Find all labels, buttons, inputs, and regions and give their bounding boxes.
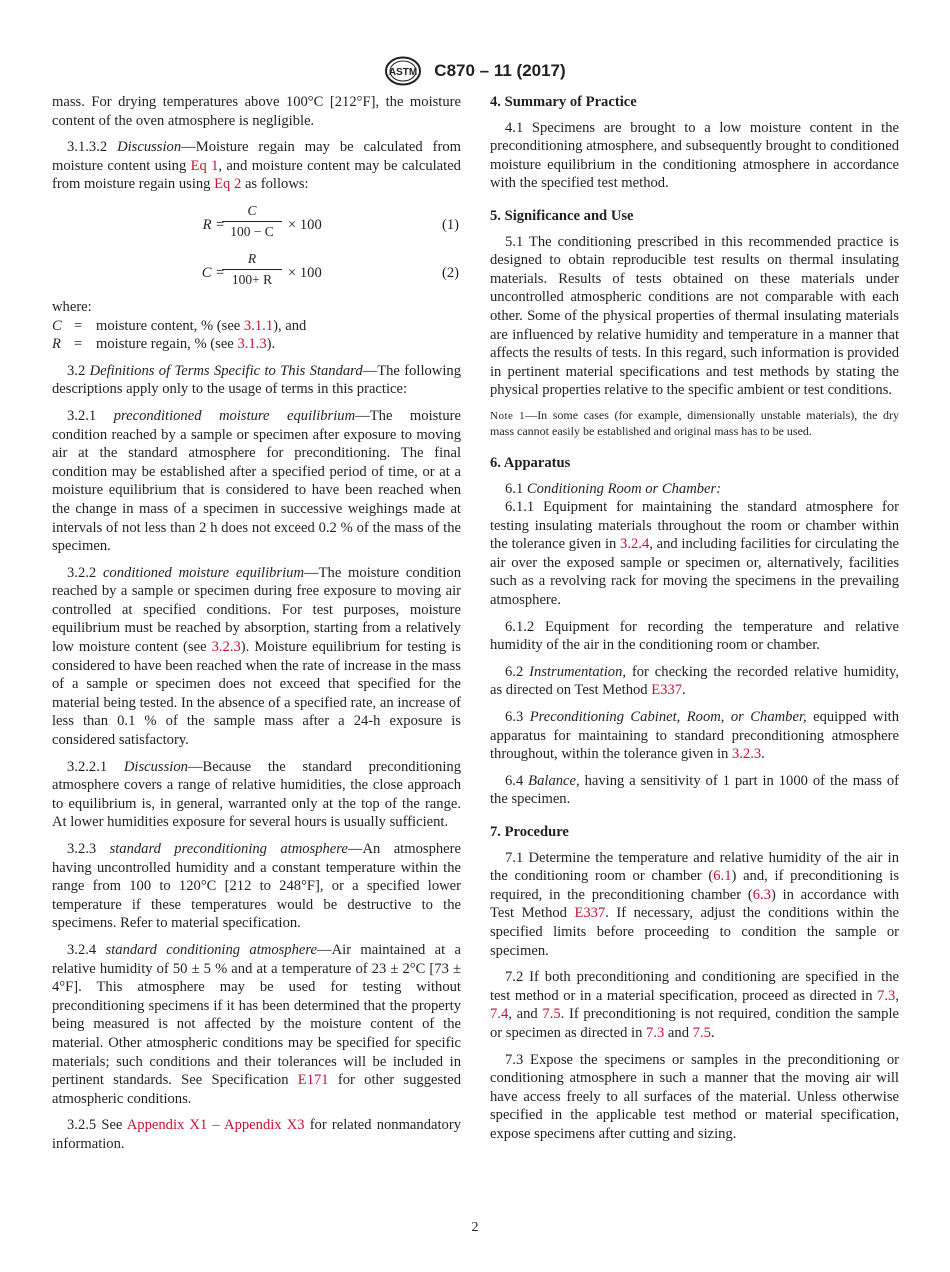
link-7-3[interactable]: 7.3 (877, 987, 896, 1004)
link-e337[interactable]: E337 (574, 905, 606, 922)
para-6-1-2: 6.1.2 Equipment for recording the temperature and relative humidity of the air in the conditioning room or chamber. (490, 618, 899, 654)
para-3-1-3-2: 3.1.3.2 Discussion—Moisture regain may be calculated from moisture content using Eq 1, and moisture content may be calculated from moisture regain using Eq 2 as follows: (52, 139, 461, 193)
page-number: 2 (471, 1220, 479, 1235)
where-label: where: (52, 298, 92, 315)
para-4-1: 4.1 Specimens are brought to a low moisture content in the preconditioning atmosphere, and subsequently brought to conditioned moisture equilibrium in the conditioning atmosphere in accordance with the specified test method. (490, 119, 899, 192)
link-6-1[interactable]: 6.1 (713, 868, 732, 885)
para-3-2-2: 3.2.2 conditioned moisture equilibrium—The moisture condition reached by a sample or specimen during free exposure to moving air controlled at specified conditions. For test purposes, moisture equilibrium must be reached by absorption, starting from a relatively low moisture content (see 3.2.3). Moisture equilibrium for testing is considered to have been reached when the rate of increase in the mass of a sample or specimen does not exceed that specified for the material being tested. In the absence of a specified rate, an increase of less than 0.1 % of the sample mass after a 24-h exposure is considered satisfactory. (52, 564, 462, 749)
para-3-2-3: 3.2.3 standard preconditioning atmosphere—An atmosphere having uncontrolled humidity and a constant temperature within the range from 100 to 120°C [212 to 248°F], or a specified lower temperature if these temperatures would be destructive to the specimens. Refer to material specification. (52, 841, 461, 932)
variable-c: C = moisture content, % (see 3.1.1), and (52, 317, 307, 334)
link-7-4[interactable]: 7.4 (490, 1006, 509, 1023)
para-3-2-2-1: 3.2.2.1 Discussion—Because the standard preconditioning atmosphere covers a range of relative humidities, the close approach to equilibrium is, in general, warranted only at the top of the range. At lower humidities exposure for several hours is usually sufficient. (52, 758, 461, 831)
note-1: Note 1—In some cases (for example, dimensionally unstable materials), the dry mass cannot easily be established and original mass has to be used. (490, 407, 899, 439)
right-column (490, 93, 899, 1152)
para-6-2: 6.2 Instrumentation, for checking the recorded relative humidity, as directed on Test Method E337. (490, 663, 900, 699)
section-heading-4: 4. Summary of Practice (490, 94, 637, 110)
link-7-5[interactable]: 7.5 (542, 1006, 561, 1023)
astm-logo-text: ASTM (389, 67, 418, 78)
equation-2: C = $\frac{R}{100+ R}$ × 100 (2) (52, 250, 461, 294)
link-3-1-1[interactable]: 3.1.1 (243, 317, 274, 334)
link-6-3[interactable]: 6.3 (752, 886, 771, 903)
para-7-1: 7.1 Determine the temperature and relative humidity of the air in the conditioning room or chamber (6.1) and, if preconditioning is required, in the preconditioning chamber (6.3) in accordance with Test Method E337. If necessary, adjust the conditions within the specified limits before proceeding to condition the sample or specimen. (490, 849, 900, 959)
link-7-5[interactable]: 7.5 (692, 1024, 711, 1041)
para-6-4: 6.4 Balance, having a sensitivity of 1 part in 1000 of the mass of the specimen. (490, 772, 899, 808)
link-e171[interactable]: E171 (297, 1072, 329, 1089)
section-heading-5: 5. Significance and Use (490, 207, 634, 224)
para-5-1: 5.1 The conditioning prescribed in this recommended practice is designed to obtain reproducible test results on thermal insulating materials. Results of tests obtained on these materials under uncontrolled atmospheric conditions are not comparable with each other. Some of the physical properties of thermal insulating materials are influenced by relative humidity and temperature in a manner that affects the results of tests. In this regard, such information is provided in pertinent material specifications and test methods by stating the physical properties relative to the specific ambient or test conditions. (490, 233, 899, 399)
equation-number: (2) (441, 264, 459, 281)
link-3-2-3[interactable]: 3.2.3 (731, 746, 762, 763)
variable-r: R = moisture regain, % (see 3.1.3). (52, 336, 276, 353)
link-7-3[interactable]: 7.3 (646, 1024, 665, 1041)
link-3-2-3[interactable]: 3.2.3 (211, 639, 241, 656)
link-e337[interactable]: E337 (651, 682, 683, 699)
document-designation: C870 – 11 (2017) (434, 61, 566, 80)
para-3-2-5: 3.2.5 See Appendix X1 – Appendix X3 for related nonmandatory information. (52, 1117, 461, 1152)
para-6-1: 6.1 Conditioning Room or Chamber: (505, 480, 722, 497)
page-header (0, 56, 950, 86)
section-heading-7: 7. Procedure (490, 824, 569, 840)
para-3-1-3-1-cont: mass. For drying temperatures above 100°C [212°F], the moisture content of the oven atmosphere is negligible. (52, 94, 461, 129)
para-6-3: 6.3 Preconditioning Cabinet, Room, or Chamber, equipped with apparatus for maintaining to standard preconditioning atmosphere throughout, within the tolerance given in 3.2.3. (490, 709, 899, 763)
para-3-2: 3.2 Definitions of Terms Specific to This Standard—The following descriptions apply only to the usage of terms in this practice: (52, 362, 461, 398)
equation-number: (1) (441, 216, 459, 233)
link-eq-1[interactable]: Eq 1 (190, 157, 219, 174)
equation-1: R = $\frac{C}{100 - C}$ × 100 (1) (52, 202, 461, 246)
astm-logo-icon (384, 56, 422, 86)
para-6-1-1: 6.1.1 Equipment for maintaining the standard atmosphere for testing insulating materials throughout the room or chamber within the tolerance given in 3.2.4, and including facilities for circulating the air over the exposed sample or specimen or, alternatively, facilities such as a revolving rack for moving the specimens in the prevailing atmosphere. (490, 499, 900, 609)
left-column (52, 93, 461, 1162)
link-3-2-4[interactable]: 3.2.4 (620, 536, 650, 553)
link-eq-2[interactable]: Eq 2 (214, 176, 242, 193)
para-7-2: 7.2 If both preconditioning and conditioning are specified in the test method or in a material specification, proceed as directed in 7.3, 7.4, and 7.5. If preconditioning is not required, condition the sample or specimen as directed in 7.3 and 7.5. (490, 969, 899, 1041)
link-3-1-3[interactable]: 3.1.3 (237, 336, 267, 353)
section-heading-6: 6. Apparatus (490, 454, 571, 471)
variable-list (52, 317, 461, 354)
link-appendix[interactable]: Appendix X1 – Appendix X3 (126, 1117, 305, 1134)
para-3-2-1: 3.2.1 preconditioned moisture equilibrium—The moisture condition reached by a sample or specimen after exposure to moving air at the standard atmosphere for preconditioning. The final condition may be established after a specified period of time, or at a moisture equilibrium that is considered to have been reached when the change in mass of a specimen in successive weighings made at intervals of not less than 2 h does not exceed 0.2 % of the mass of the specimen. (52, 407, 461, 555)
para-7-3: 7.3 Expose the specimens or samples in the preconditioning or conditioning atmosphere in such a manner that the moving air will have access freely to all surfaces of the material. Unless otherwise specified in the applicable test method or material specification, expose specimens after cutting and sizing. (490, 1051, 899, 1142)
para-3-2-4: 3.2.4 standard conditioning atmosphere—Air maintained at a relative humidity of 50 ± 5 % and at a temperature of 23 ± 2°C [73 ± 4°F]. This atmosphere may be used for testing without preconditioning specimens if it has been determined that the property being measured is not affected by the moisture content of the material. Other atmospheric conditions may be specified for specific materials; such conditions and their tolerances will be included in pertinent standards. See Specification E171 for other suggested atmospheric conditions. (52, 941, 462, 1107)
